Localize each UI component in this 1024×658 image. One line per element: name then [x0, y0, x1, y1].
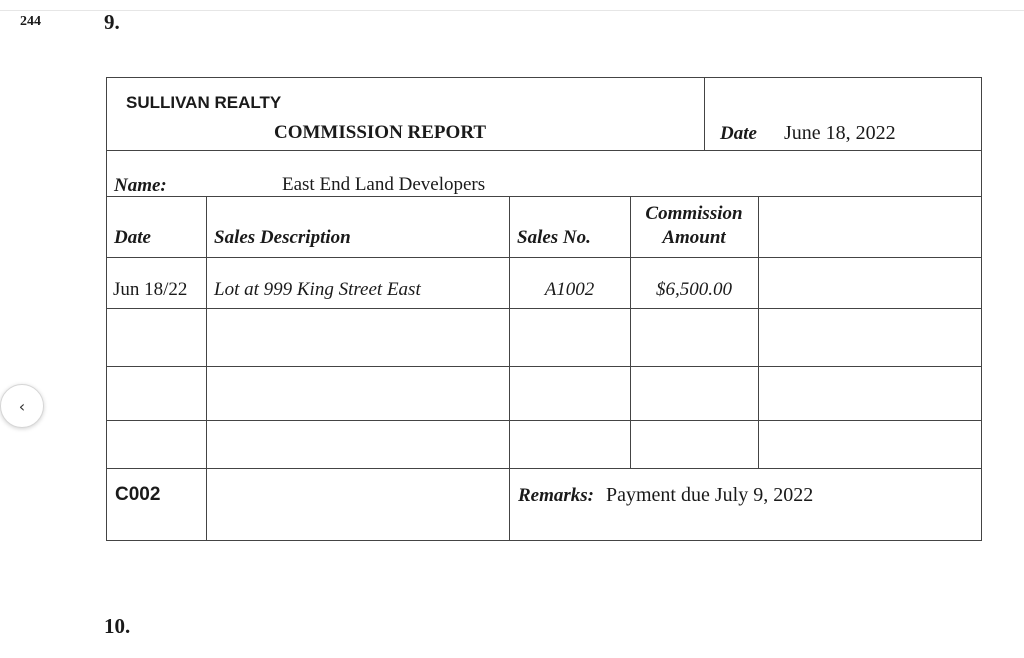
- row-commission-amount: $6,500.00: [656, 279, 732, 300]
- row-date: Jun 18/22: [113, 279, 188, 300]
- column-header-description: Sales Description: [214, 227, 351, 248]
- column-header-amount: Amount: [662, 227, 726, 248]
- row-description: Lot at 999 King Street East: [214, 279, 421, 300]
- page-number: 244: [20, 14, 41, 29]
- chevron-left-icon: ‹: [18, 396, 26, 416]
- remarks-label: Remarks:: [518, 485, 594, 506]
- column-header-sales-no: Sales No.: [517, 227, 591, 248]
- back-button[interactable]: [0, 384, 44, 428]
- report-code: C002: [115, 484, 161, 505]
- client-name: East End Land Developers: [282, 174, 486, 195]
- name-label: Name:: [114, 175, 167, 196]
- commission-report-form: [106, 77, 982, 541]
- top-divider: [0, 10, 1024, 11]
- row-sales-no: A1002: [544, 279, 595, 300]
- remarks-text: Payment due July 9, 2022: [606, 484, 814, 506]
- company-name: SULLIVAN REALTY: [126, 93, 282, 112]
- report-date: June 18, 2022: [784, 122, 896, 144]
- question-9-number: 9.: [104, 10, 120, 34]
- column-header-commission: Commission: [645, 203, 743, 224]
- report-title: COMMISSION REPORT: [274, 122, 487, 143]
- question-10-number: 10.: [104, 614, 131, 638]
- column-header-date: Date: [114, 227, 151, 248]
- date-label: Date: [720, 123, 757, 144]
